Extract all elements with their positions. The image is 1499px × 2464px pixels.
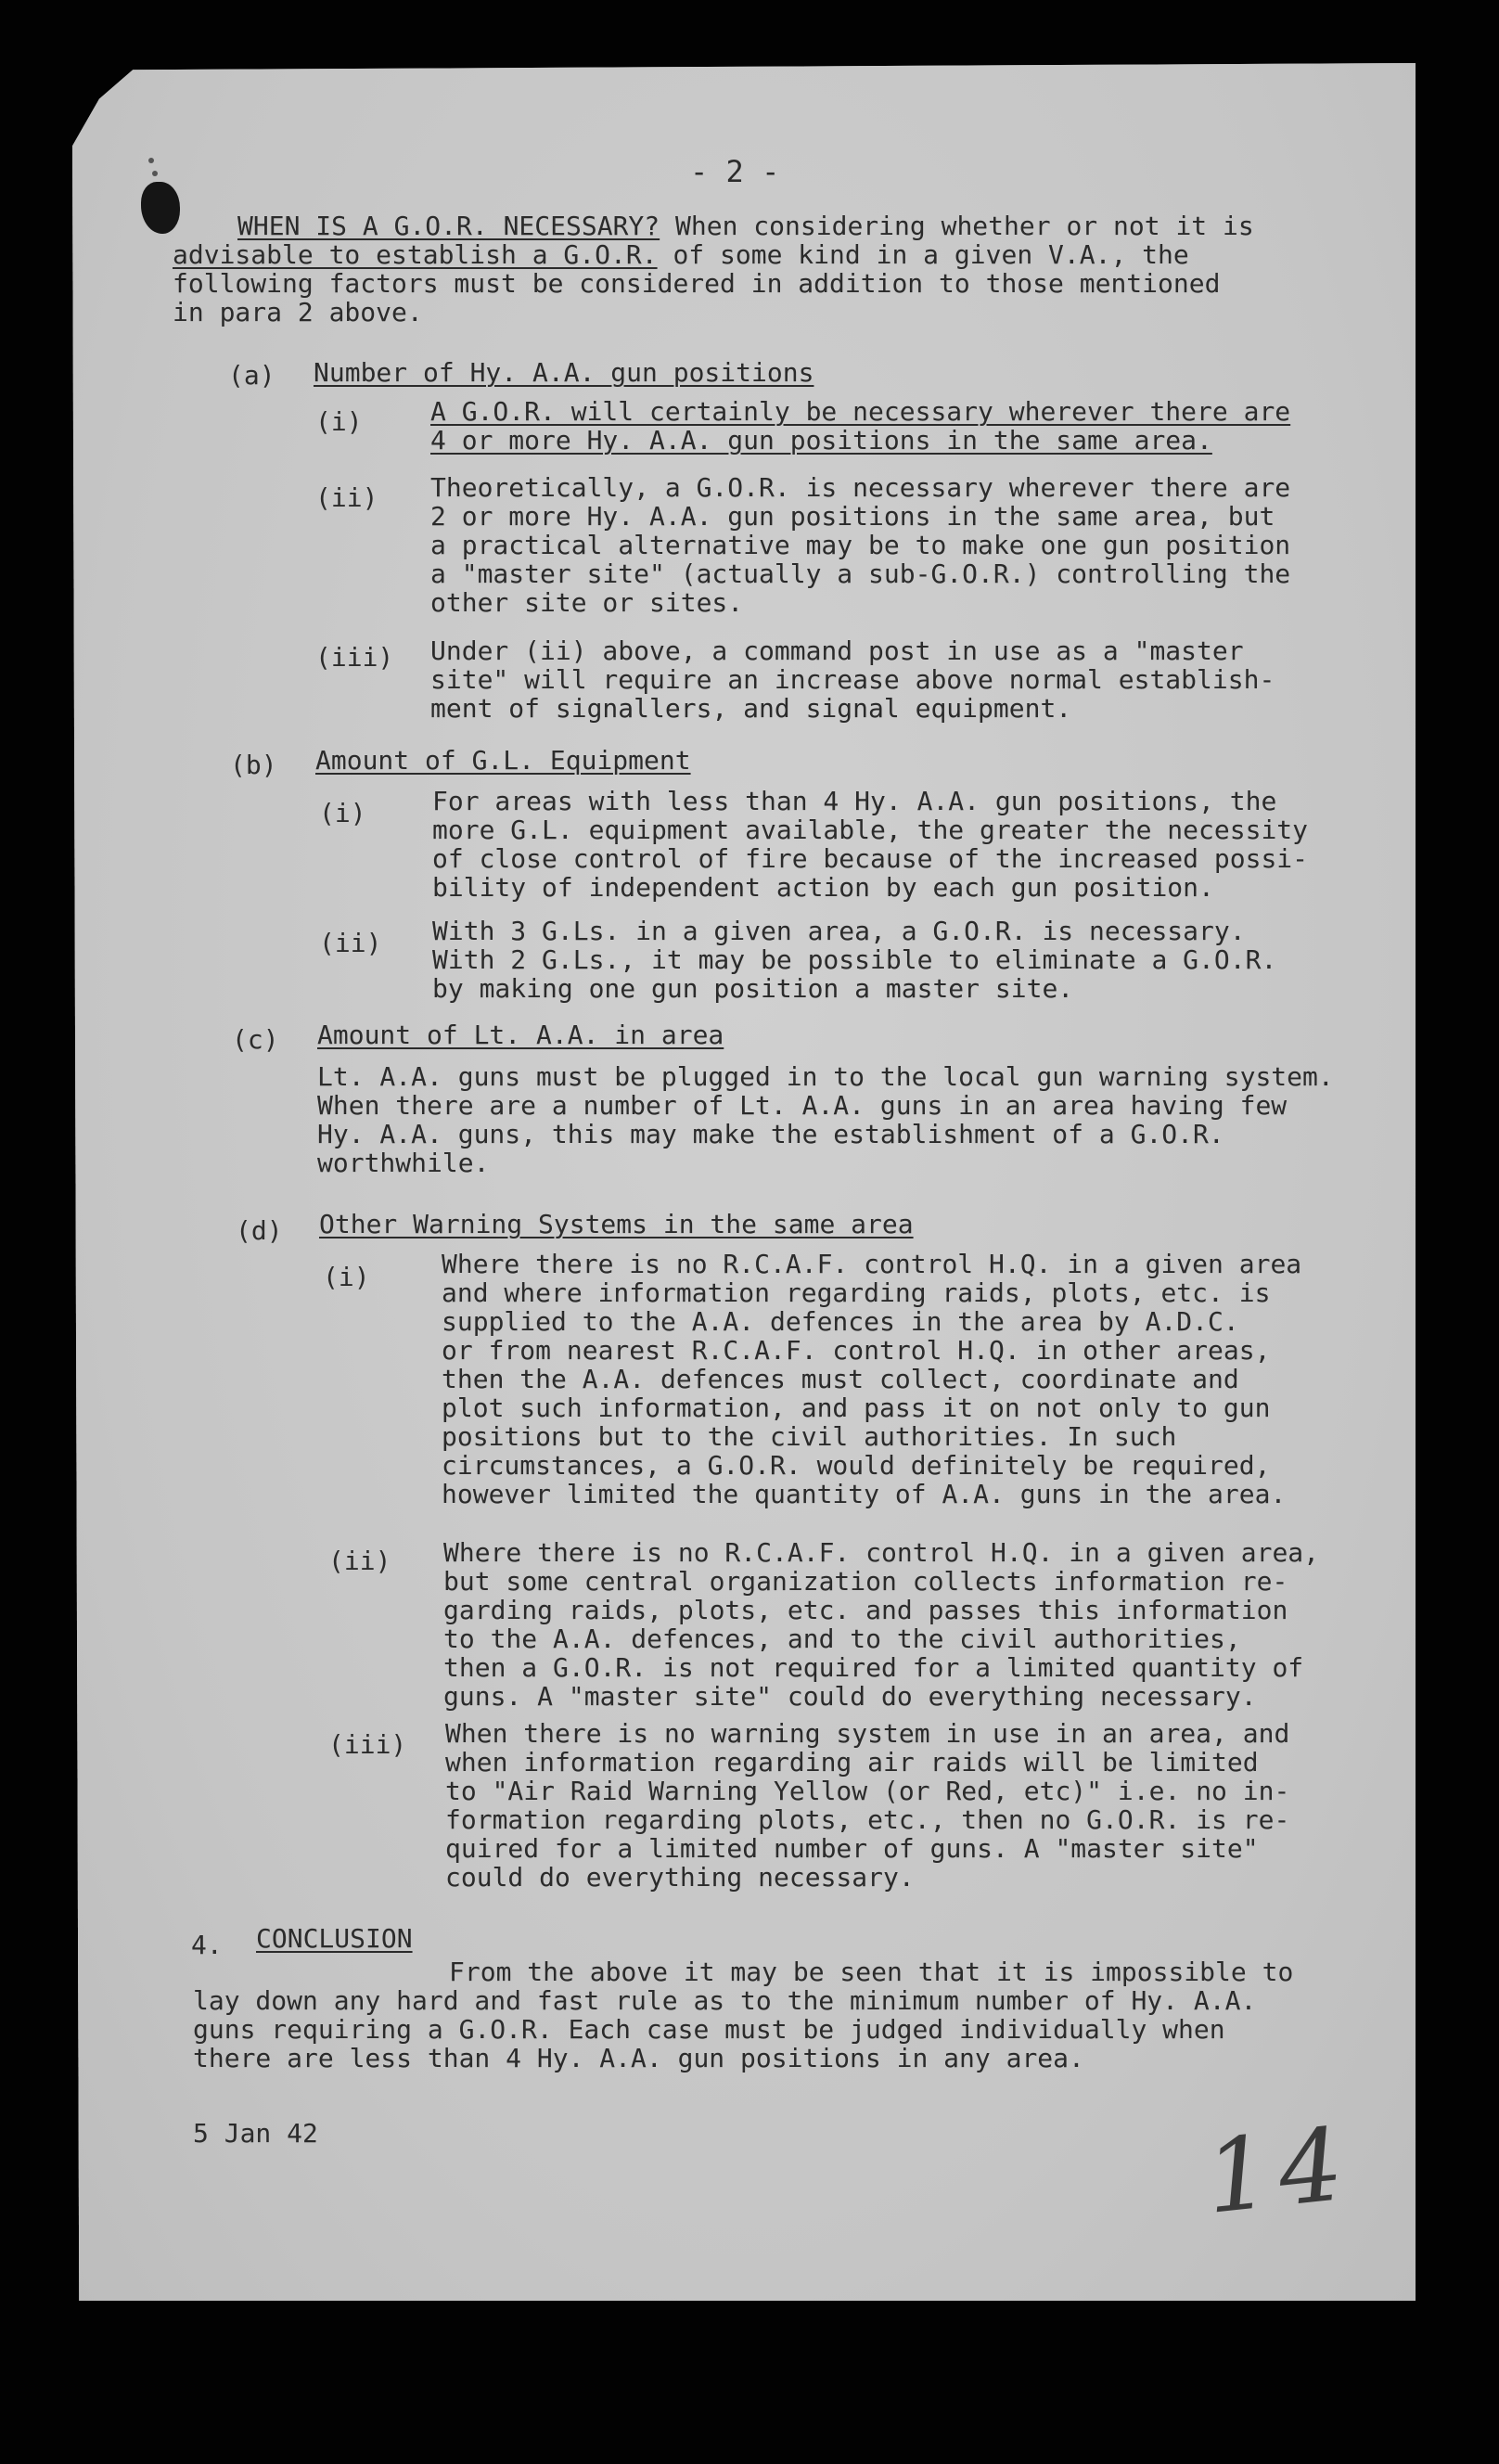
item-d-ii-line: then a G.O.R. is not required for a limited quantity of <box>443 1652 1304 1683</box>
item-d-i-line: supplied to the A.A. defences in the area by A.D.C. <box>442 1306 1239 1337</box>
item-a-iii-line: ment of signallers, and signal equipment. <box>430 693 1072 724</box>
item-d-i-line: then the A.A. defences must collect, coordinate and <box>442 1364 1239 1394</box>
item-b-ii-line: With 2 G.Ls., it may be possible to eliminate a G.O.R. <box>432 944 1277 975</box>
item-b-i-line: more G.L. equipment available, the greater the necessity <box>432 815 1309 845</box>
item-b-i-line: bility of independent action by each gun position. <box>432 872 1214 903</box>
section-3-intro-text: of some kind in a given V.A., the <box>657 239 1189 270</box>
section-3-line-2 <box>173 240 1189 269</box>
document-date: 5 Jan 42 <box>193 2118 318 2149</box>
item-a-i-line: 4 or more Hy. A.A. gun positions in the same area. <box>430 425 1212 456</box>
item-c-label: (c) <box>232 1024 279 1055</box>
section-3-intro-underlined: advisable to establish a G.O.R. <box>173 239 658 270</box>
item-d-i-line: or from nearest R.C.A.F. control H.Q. in other areas, <box>442 1335 1271 1366</box>
item-a-ii-line: other site or sites. <box>430 587 744 618</box>
item-d-i-line: Where there is no R.C.A.F. control H.Q. in a given area <box>442 1249 1302 1279</box>
punch-mark <box>148 158 154 163</box>
item-d-label: (d) <box>236 1215 283 1246</box>
section-4-number: 4. <box>191 1930 223 1960</box>
item-d-iii-line: could do everything necessary. <box>445 1862 915 1893</box>
item-d-i-line: circumstances, a G.O.R. would definitely be required, <box>442 1450 1271 1481</box>
item-b-i-line: of close control of fire because of the increased possi- <box>432 843 1309 874</box>
item-a-ii-line: 2 or more Hy. A.A. gun positions in the same area, but <box>430 501 1275 532</box>
item-a-label: (a) <box>228 360 275 391</box>
item-d-i-line: plot such information, and pass it on not only to gun <box>442 1392 1271 1423</box>
item-a-i-label: (i) <box>315 406 363 437</box>
item-c-line: When there are a number of Lt. A.A. guns in an area having few <box>317 1090 1288 1121</box>
item-d-heading: Other Warning Systems in the same area <box>319 1209 914 1239</box>
item-a-ii-line: Theoretically, a G.O.R. is necessary wherever there are <box>430 472 1291 503</box>
section-4-text: From the above it may be seen that it is impossible to <box>449 1957 1294 1987</box>
item-a-iii-line: site" will require an increase above normal establish- <box>430 664 1275 695</box>
item-d-i-line: positions but to the civil authorities. In such <box>442 1421 1177 1452</box>
page-number: - 2 - <box>690 154 780 189</box>
item-a-heading: Number of Hy. A.A. gun positions <box>314 357 814 388</box>
item-d-i-line: however limited the quantity of A.A. guns in the area. <box>442 1479 1287 1509</box>
section-3-line-1 <box>173 212 1254 240</box>
section-3-heading: WHEN IS A G.O.R. NECESSARY? <box>237 211 660 241</box>
item-a-iii-label: (iii) <box>315 642 394 673</box>
item-a-ii-label: (ii) <box>315 482 378 513</box>
section-3-line-3: following factors must be considered in addition to those mentioned <box>173 268 1221 299</box>
item-d-ii-line: but some central organization collects information re- <box>443 1566 1288 1597</box>
item-c-heading: Amount of Lt. A.A. in area <box>317 1020 724 1050</box>
item-d-iii-line: to "Air Raid Warning Yellow (or Red, etc)" i.e. no in- <box>445 1776 1290 1806</box>
section-4-line: lay down any hard and fast rule as to the minimum number of Hy. A.A. <box>193 1985 1257 2016</box>
item-b-ii-line: With 3 G.Ls. in a given area, a G.O.R. is necessary. <box>432 916 1246 946</box>
item-d-ii-line: Where there is no R.C.A.F. control H.Q. in a given area, <box>443 1537 1320 1568</box>
item-d-ii-line: garding raids, plots, etc. and passes this information <box>443 1595 1288 1625</box>
section-4-line <box>193 1957 1293 1986</box>
item-d-ii-line: guns. A "master site" could do everything necessary. <box>443 1681 1257 1712</box>
item-d-iii-line: quired for a limited number of guns. A "master site" <box>445 1833 1259 1864</box>
section-4-heading: CONCLUSION <box>256 1923 413 1954</box>
item-d-iii-line: When there is no warning system in use in an area, and <box>445 1718 1290 1749</box>
item-d-iii-label: (iii) <box>328 1729 407 1760</box>
section-3-intro-text: When considering whether or not it is <box>675 211 1254 241</box>
item-b-heading: Amount of G.L. Equipment <box>315 745 691 776</box>
item-b-ii-line: by making one gun position a master site. <box>432 973 1074 1004</box>
item-b-ii-label: (ii) <box>319 928 382 958</box>
item-a-ii-line: a "master site" (actually a sub-G.O.R.) controlling the <box>430 558 1291 589</box>
section-4-line: there are less than 4 Hy. A.A. gun positions in any area. <box>193 2043 1084 2073</box>
item-a-iii-line: Under (ii) above, a command post in use as a "master <box>430 635 1244 666</box>
item-d-ii-line: to the A.A. defences, and to the civil authorities, <box>443 1623 1241 1654</box>
punch-mark <box>152 171 158 176</box>
section-3-line-4: in para 2 above. <box>173 297 423 327</box>
item-d-iii-line: formation regarding plots, etc., then no G.O.R. is re- <box>445 1804 1290 1835</box>
item-d-iii-line: when information regarding air raids will be limited <box>445 1747 1259 1777</box>
item-c-line: Lt. A.A. guns must be plugged in to the local gun warning system. <box>317 1061 1334 1092</box>
item-d-i-line: and where information regarding raids, plots, etc. is <box>442 1277 1271 1308</box>
item-c-line: Hy. A.A. guns, this may make the establishment of a G.O.R. <box>317 1119 1224 1149</box>
item-a-i-line: A G.O.R. will certainly be necessary wherever there are <box>430 396 1291 427</box>
item-d-ii-label: (ii) <box>328 1546 391 1576</box>
item-b-i-line: For areas with less than 4 Hy. A.A. gun positions, the <box>432 786 1277 816</box>
item-d-i-label: (i) <box>323 1262 370 1292</box>
item-a-ii-line: a practical alternative may be to make one gun position <box>430 530 1291 560</box>
item-c-line: worthwhile. <box>317 1148 490 1178</box>
item-b-i-label: (i) <box>319 798 366 828</box>
item-b-label: (b) <box>230 750 277 780</box>
handwritten-folio-number: 14 <box>1199 2106 1358 2237</box>
section-4-line: guns requiring a G.O.R. Each case must be judged individually when <box>193 2014 1225 2045</box>
